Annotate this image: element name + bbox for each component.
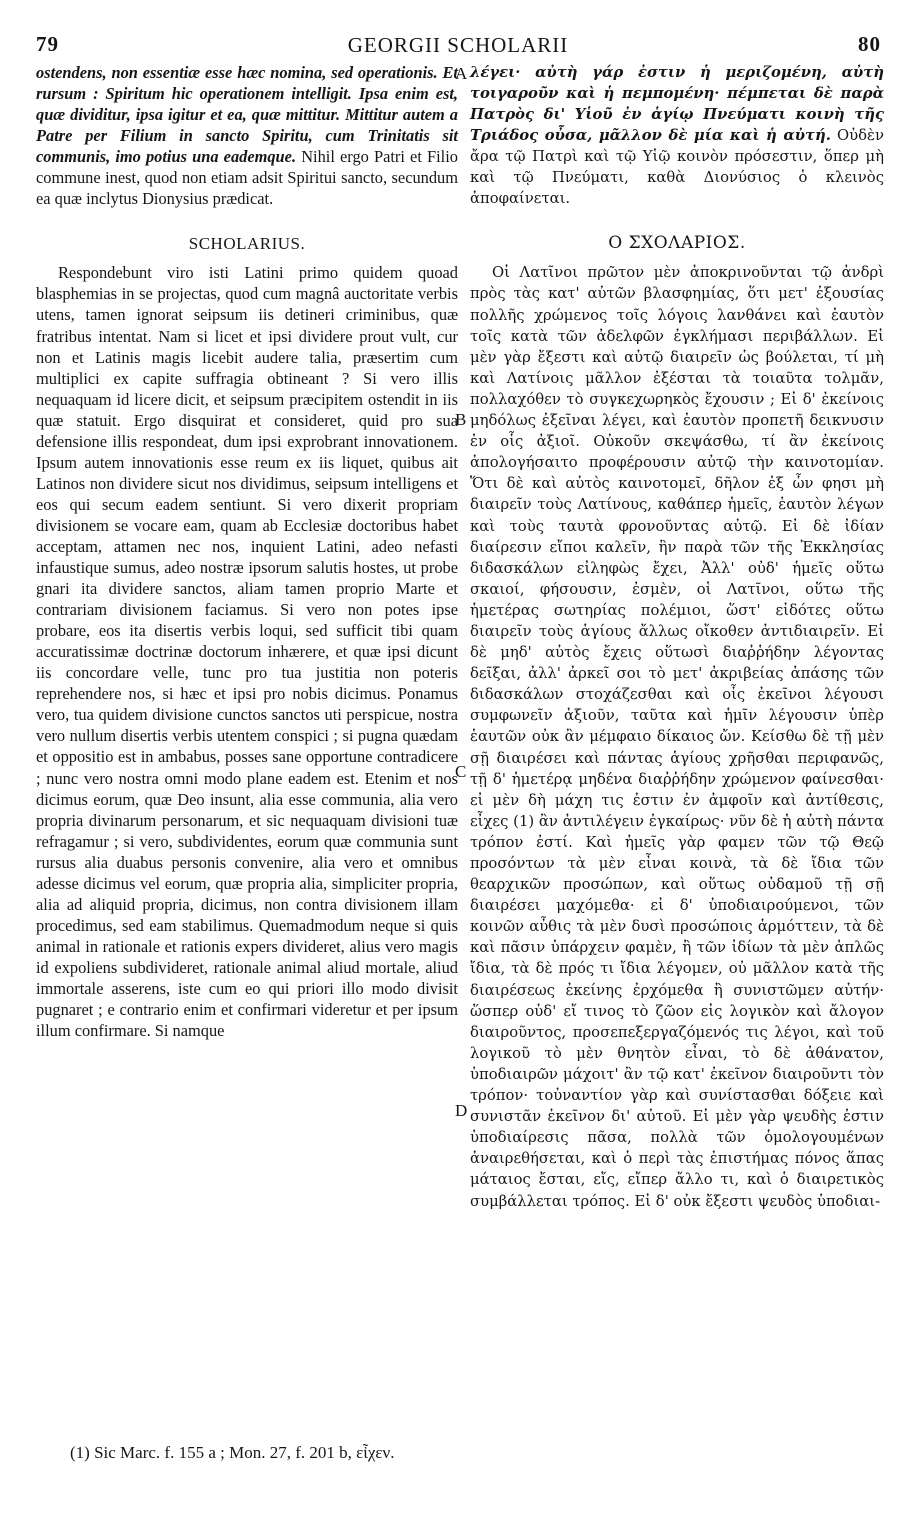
greek-column: [470, 62, 884, 1212]
greek-continuation-italic: λέγει· αὐτὴ γάρ ἐστιν ἡ μεριζομένη, αὐτὴ τοιγαροῦν καὶ ἡ πεμπομένη· πέμπεται δὲ παρὰ Πατρὸς δι' Υἱοῦ ἐν ἁγίῳ Πνεύματι κοινὴ τῆς Τριάδος οὖσα, μᾶλλον δὲ μία καὶ ἡ αὐτή.: [470, 64, 884, 145]
right-page-number: 80: [858, 32, 881, 56]
running-header: [0, 30, 916, 62]
latin-body: [36, 262, 458, 1041]
margin-marker-a: A: [455, 64, 468, 83]
greek-body-paragraph: Οἱ Λατῖνοι πρῶτον μὲν ἀποκρινοῦνται τῷ ἀνδρὶ πρὸς τὰς κατ' αὐτῶν βλασφημίας, ὅτι μετ' ἐξουσίας πολλῆς χρώμενος τοῖς λόγοις λανθάνει καὶ ἑαυτὸν τοῖς κατὰ τῶν ἀδελφῶν ἐγκλήμασι περιβάλλων. Εἰ μὲν γὰρ ἔξεστι καὶ αὐτῷ διαιρεῖν ὡς βούλεται, τί μὴ καὶ Λατίνοις μᾶλλον ἐξέσται τὰ τοιαῦτα τολμᾶν, πολλαχόθεν τὸ συγκεχωρηκὸς ἔχουσιν ; Εἰ δ' ἐκείνοις μηδόλως ἐξεῖναι λέγει, καὶ ἑαυτὸν προπετῆ δεικνυσιν ἐν οἷς ἀξιοῖ. Οὐκοῦν σκεψάσθω, τί ἂν ἐκείνοις ἀπολογήσαιτο προφέρουσιν αὐτῷ τὴν καινοτομίαν. Ὅτι δὲ καὶ αὐτὸς καινοτομεῖ, δῆλον ἐξ ὧν φησι μὴ διαιρεῖν τοὺς Λατίνους, καθάπερ ἡμεῖς, ἑαυτὸν λέγων καὶ τοὺς ταυτὰ φρονοῦντας αὐτῷ. Εἰ δὲ ἰδίαν διαίρεσιν εἴποι καλεῖν, ἣν παρὰ τῶν τῆς Ἐκκλησίας διδασκάλων εἰληφὼς ἔχει, Ἀλλ' οὐδ' ἡμεῖς οὕτω σκαιοί, φήσουσιν, ἐσμὲν, οἱ Λατῖνοι, οὕτω τῆς ἡμετέρας σωτηρίας πολέμιοι, ὥστ' εἰδότες οὕτω διαιρεῖν τοὺς ἁγίους ἄλλως οἴκοθεν ἀντιδιαιρεῖν. Εἰ δὲ μηδ' αὐτὸς ἔχεις οὕτωσὶ διαῤῥήδην λέγοντας δεῖξαι, ἀλλ' ἀρκεῖ σοι τὸ μετ' ἀκριβείας ἁπάσης τῶν διδασκάλων στοχάζεσθαι καὶ οἷς ἐκεῖνοι λέγουσι συμφωνεῖν ἀξιοῦν, ταῦτα καὶ ἡμῖν λέγουσιν ὑπὲρ ἑαυτῶν οὐκ ἂν μέμφαιο δίκαιος ὤν. Κείσθω δὲ τῇ μὲν σῇ διαιρέσει καὶ πάντας ἁγίους χρῆσθαι περιφανῶς, τῇ δ' ἡμετέρᾳ μηδένα διαῤῥήδην χρώμενον φαίνεσθαι· εἰ μὲν δὴ μάχη τις ἐστιν ἐν ἀμφοῖν καὶ ἀντίθεσις, εἶχες (1) ἂν ἀντιλέγειν ἐγκαίρως· νῦν δὲ ἡ αὐτὴ πάντα τρόπον ἐστί. Καὶ ἡμεῖς γὰρ φαμεν τῶν τῷ Θεῷ προσόντων τὰ μὲν εἶναι κοινὰ, τὰ δὲ ἴδια τῶν θεαρχικῶν προσώπων, καὶ οὕτως οὐδαμοῦ τῇ σῇ διαιρέσει μαχόμεθα· εἰ δ' ὑποδιαιρούμενοι, τῶν κοινῶν αὖθις τὰ μὲν δυσὶ προσώποις ἁρμόττειν, τὰ δὲ καὶ πᾶσιν ὑπάρχειν φαμὲν, ἢ τῶν ἰδίων τὰ μὲν ἁπλῶς ἴδια, τὰ δὲ πρός τι ἴδια λέγομεν, οὐ μᾶλλον κατὰ τῆς διαιρέσεως ἐκείνης ἐρχόμεθα ἢ συνιστῶμεν αὐτήν· ὥσπερ οὐδ' εἴ τινος τὸ ζῶον εἰς λογικὸν καὶ ἄλογον διαιροῦντος, προσεπεξεργαζόμενός τις λέγοι, καὶ τοῦ λογικοῦ τὸ μὲν θνητὸν εἶναι, τὸ δὲ ἀθάνατον, ὑποδιαιρῶν μάχοιτ' ἂν τῷ κατ' ἐκεῖνον διαιροῦντι τὸν τρόπον· τοὐναντίον γὰρ καὶ συνίστασθαι δόξειε καὶ συνιστᾶν ἐκεῖνον δι' αὐτοῦ. Εἰ μὲν γὰρ ψευδὴς ἐστιν ὑποδιαίρεσις πᾶσα, πολλὰ τῶν ὁμολογουμένων ἀναιρεθήσεται, καὶ ὁ περὶ τὰς ἐπιστήμας πόνος ἅπας μάταιος ἔσται, εἴς, εἴπερ ἄλλο τι, καὶ ὁ διαιρετικὸς συμβάλλεται τρόπος. Εἰ δ' οὐκ ἔξεστι ψευδὸς ὑποδιαι-: [470, 264, 884, 1210]
latin-section-heading: SCHOLARIUS.: [188, 234, 306, 254]
latin-continuation-roman: Nihil ergo Patri et Filio commune inest, quod non etiam adsit Spiritui sancto, secundum ea quæ inclytus Dionysius prædicat.: [36, 147, 458, 209]
running-title: GEORGII SCHOLARII: [347, 33, 569, 57]
left-page-number: 79: [36, 32, 59, 56]
greek-continuation: [470, 62, 884, 209]
margin-marker-d: D: [455, 1101, 468, 1120]
margin-marker-b: B: [455, 410, 467, 429]
margin-marker-c: C: [455, 762, 467, 781]
footnote: (1) Sic Marc. f. 155 a ; Mon. 27, f. 201 b, εἶχεν.: [70, 1443, 395, 1462]
latin-continuation-italic: ostendens, non essentiæ esse hæc nomina, sed operationis. Et rursum : Spiritum hic operationem intelligit. Ipsa enim est, quæ dividitur, ipsa igitur et ea, quæ mittitur. Mittitur autem a Patre per Filium in sancto Spiritu, cum Trinitatis sit communis, imo potius una eademque.: [36, 63, 458, 167]
greek-continuation-roman: Οὐδὲν ἄρα τῷ Πατρὶ καὶ τῷ Υἱῷ κοινὸν πρόσεστιν, ὅπερ μὴ καὶ τῷ Πνεύματι, καθὰ Διονύσιος ὁ κλεινὸς ἀποφαίνεται.: [470, 127, 884, 208]
latin-column: [36, 62, 458, 1041]
greek-section-heading: Ο ΣΧΟΛΑΡΙΟΣ.: [608, 233, 746, 254]
greek-body: [470, 262, 884, 1211]
latin-continuation: [36, 62, 458, 209]
latin-body-paragraph: Respondebunt viro isti Latini primo quidem quoad blasphemias in se projectas, quod cum magnâ auctoritate verbis utens, tamen ignorat seipsum iis detineri criminibus, quæ fratribus intentat. Nam si licet et ipsi dividere prout vult, cur non et Latinis magis licebit audere talia, præsertim cum multiplici ex capite suffragia obtineant ? Si vero illis nequaquam id licere dicit, et seipsum præcipitem ostendit in iis quæ statuit. Ergo disquirat et consideret, quid pro sua defensione illis respondeat, dum ipsi exprobrant innovationem. Ipsum autem innovationis esse reum ex iis liquet, quibus ait Latinos non dividere sicut nos dividimus, seipsum intelligens et eos qui secum eadem sentiunt. Si vero dixerit propriam divisionem se vocare eam, quam ab Ecclesiæ doctoribus habet acceptam, attamen nec nos, inquient Latini, adeo nefasti infaustique sumus, adeo nostræ ipsorum salutis hostes, ut probe gnari ita dividere sanctos, aliam tamen proprio Marte et contrariam divisionem faciamus. Si vero non potes ipse probare, eos ita disertis verbis loqui, sed sufficit tibi quam accuratissimæ doctrinæ doctorum inhærere, et quæ ipsi dicunt iis concordare velle, tunc pro tua justitia non poteris reprehendere nos, si hæc et ipsi pro nobis dicimus. Ponamus vero, tua quidem divisione cunctos sanctos uti perspicue, nostra vero nullum disertis verbis utentem conspici ; si pugna quædam et oppositio est in ambabus, posses sane opportune contradicere ; nunc vero nostra omni modo plane eadem est. Etenim et nos dicimus eorum, quæ Deo insunt, alia esse communia, alia vero propria divinarum personarum, et sic nequaquam divisioni tuæ refragamur ; si vero, subdividentes, eorum quæ communia sunt rursus alia duabus personis convenire, alia vero et omnibus adesse dicimus vel eorum, quæ propria alia, simpliciter propria, alia ad aliquid propria, dicimus, non contra divisionem illam procedimus, sed eam stabilimus. Quemadmodum neque si quis animal in rationale et rationis expers divideret, alius vero magis id expoliens subdivideret, rationale animal aliud mortale, aliud immortale asserens, iste cum eo qui priori illo modo divisit pugnaret ; e contrario enim et confirmari videretur et per ipsum illum confirmare. Si namque: [36, 263, 458, 1041]
